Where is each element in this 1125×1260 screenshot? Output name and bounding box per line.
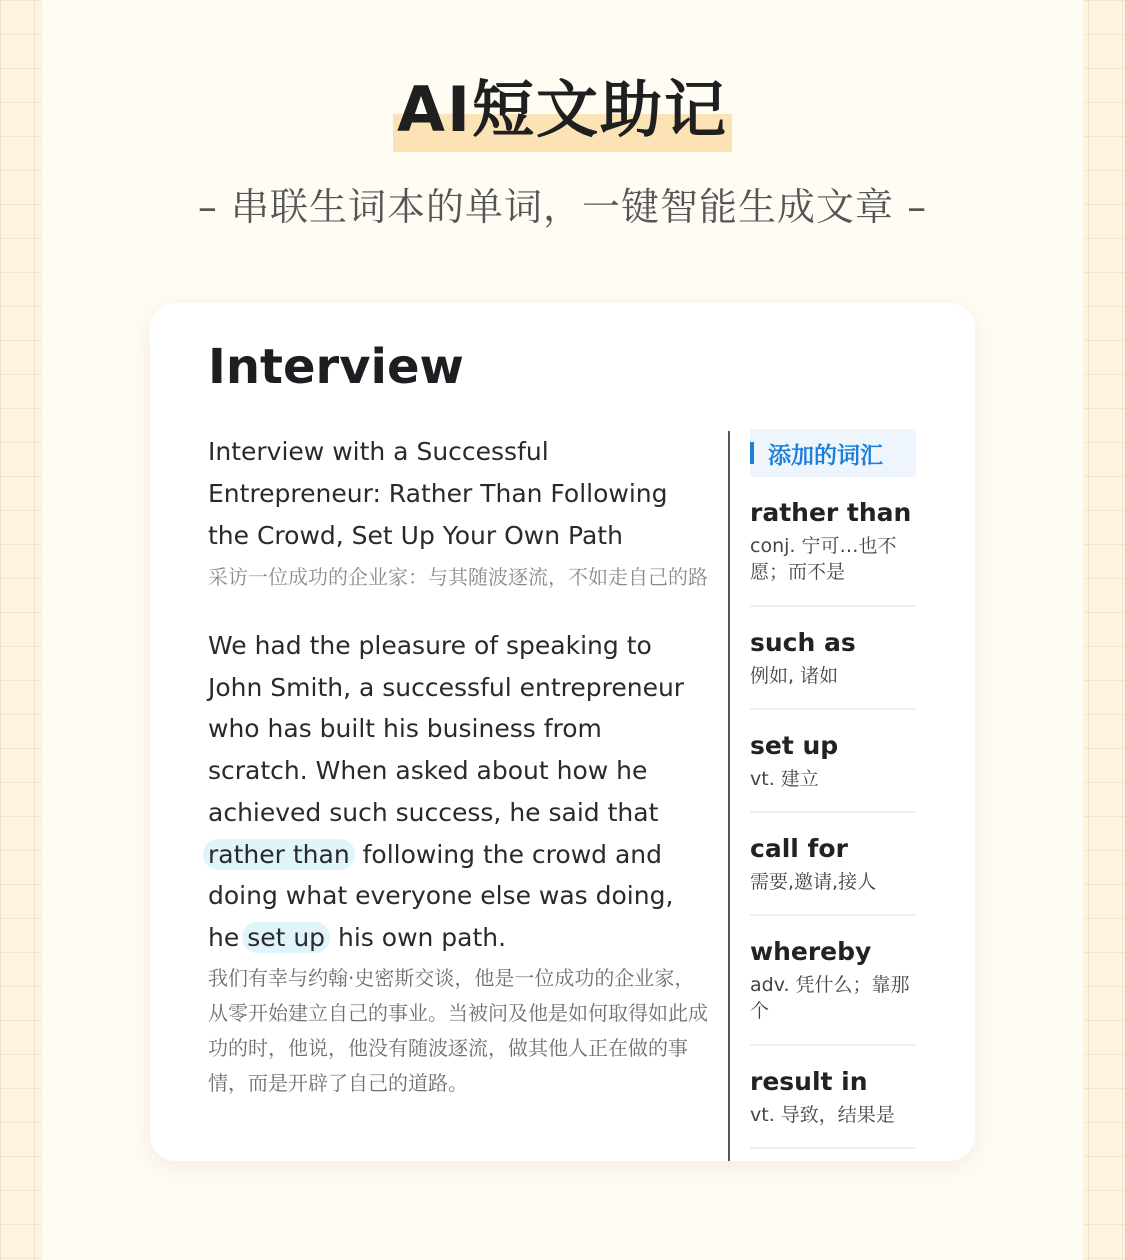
hero-title-text: AI短文助记 xyxy=(396,73,729,146)
hero-header xyxy=(42,70,1083,150)
vocab-header-label: 添加的词汇 xyxy=(768,442,883,469)
vocab-sidebar xyxy=(750,429,916,1149)
vocab-header xyxy=(750,429,916,477)
vocab-definition: 例如, 诸如 xyxy=(750,665,839,687)
highlighted-word-set-up[interactable]: set up xyxy=(242,922,330,953)
vocab-word: rather than xyxy=(750,498,912,527)
article-heading-en: Interview with a Successful Entrepreneur: Rather Than Following the Crowd, Set Up Your Own Path xyxy=(208,437,668,550)
vocab-definition: vt. 导致，结果是 xyxy=(750,1104,895,1126)
vocab-item[interactable] xyxy=(750,607,916,710)
highlighted-word-rather-than[interactable]: rather than xyxy=(203,839,355,870)
vocab-item[interactable] xyxy=(750,813,916,916)
vocab-definition: conj. 宁可…也不愿；而不是 xyxy=(750,535,897,583)
article-paragraph-cn: 我们有幸与约翰·史密斯交谈，他是一位成功的企业家，从零开始建立自己的事业。当被问及他是如何取得如此成功的时，他说，他没有随波逐流，做其他人正在做的事情，而是开辟了自己的道路。 xyxy=(208,965,708,1095)
column-divider xyxy=(728,431,730,1161)
vocab-item[interactable] xyxy=(750,916,916,1046)
vocab-definition: vt. 建立 xyxy=(750,768,819,790)
vocab-word: whereby xyxy=(750,937,872,966)
vocab-definition: adv. 凭什么；靠那个 xyxy=(750,974,910,1022)
vocab-word: such as xyxy=(750,628,856,657)
vocab-item[interactable] xyxy=(750,477,916,607)
article-paragraph-en xyxy=(208,625,708,959)
paragraph-text-1: We had the pleasure of speaking to John Smith, a successful entrepreneur who has built his business from scratch. When asked about how he achieved such success, he said that xyxy=(208,631,685,827)
card-title: Interview xyxy=(208,339,464,395)
hero-subtitle: – 串联生词本的单词，一键智能生成文章 – xyxy=(197,185,928,229)
paragraph-text-3: his own path. xyxy=(338,922,507,952)
vocab-item[interactable] xyxy=(750,1046,916,1149)
vocab-word: set up xyxy=(750,731,839,760)
vocab-header-bar xyxy=(750,442,754,464)
hero-title xyxy=(393,70,732,150)
vocab-definition: 需要,邀请,接人 xyxy=(750,871,877,893)
vocab-item[interactable] xyxy=(750,710,916,813)
vocab-word: call for xyxy=(750,834,848,863)
article-body xyxy=(208,431,708,1101)
paragraph-text-2: following the crowd and doing what everyone else was doing, he xyxy=(208,839,674,952)
article-card xyxy=(150,303,975,1161)
vocab-word: result in xyxy=(750,1067,868,1096)
article-heading-cn: 采访一位成功的企业家：与其随波逐流，不如走自己的路 xyxy=(208,565,708,589)
